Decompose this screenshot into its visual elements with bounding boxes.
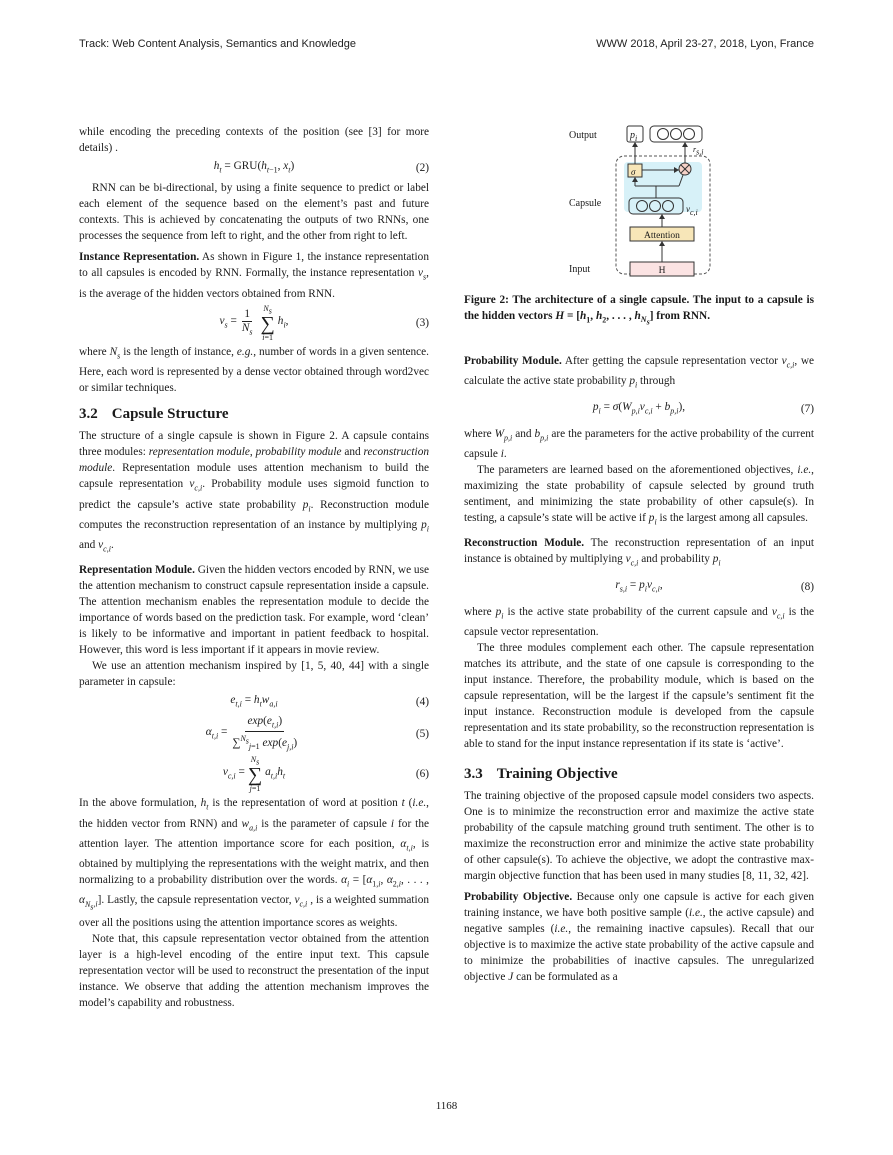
- figure-caption: Figure 2: The architecture of a single capsule. The input to a capsule is the hidden vectors $H = [h_1$, $h_2$, . . . , $h_{N_s}$] from RNN.: [464, 294, 814, 327]
- paragraph: Instance Representation. As shown in Figure 1, the instance representation to all capsules is encoded by RNN. Formally, the instance representation $v_s$, is the average of the hidden vectors obtained from RNN.: [79, 251, 429, 300]
- paragraph: while encoding the preceding contexts of the position (see [3] for more details) .: [79, 126, 429, 154]
- capsule-architecture-figure: [464, 124, 814, 286]
- equation-8: $r_{s,i} = p_iv_{c,i}$, (8): [615, 579, 814, 594]
- paragraph: The structure of a single capsule is shown in Figure 2. A capsule contains three modules: representation module, probability module and reconstruction module. Representation module uses attention mechanism to build the capsule representation $v_{c,i}$. Probability module uses sigmoid function to predict the capsule’s active state probability $p_i$. Reconstruction module computes the reconstruction representation of an instance by multiplying $p_i$ and $v_{c,i}$.: [79, 430, 429, 554]
- paragraph: Representation Module. Given the hidden vectors encoded by RNN, we use the attention mechanism to construct capsule representation inside a capsule. The attention mechanism enables the representation module to decide the importance of words based on the prediction task. For example, word ‘clean’ is likely to be informative and important in patient feedback to hospital. However, this word is less important if it appears in movie review.: [79, 564, 429, 657]
- paragraph: Note that, this capsule representation vector obtained from the attention layer is a high-level encoding of the entire input text. This capsule representation vector will be used to reconstruct the presentation of the input instance. We observe that adding the attention mechanism improves the model’s capability and robustness.: [79, 933, 429, 1010]
- paragraph: where $N_s$ is the length of instance, e.g., number of words in a given sentence. Here, each word is represented by a dense vector obtained through word2vec or similar techniques.: [79, 346, 429, 395]
- representation-module-heading: Representation Module.: [79, 564, 195, 577]
- paragraph: The training objective of the proposed capsule model considers two aspects. One is to minimize the reconstruction error and maximize the active state probability of the capsule matching ground truth sentiment. The other is to maximize the reconstruction error and minimize the active state probability of other capsule(s). To achieve the objective, we adopt the contrastive max-margin objective function that has been used in many studies [8, 11, 32, 42].: [464, 789, 814, 882]
- paragraph: The parameters are learned based on the aforementioned objectives, i.e., maximizing the state probability of capsule selected by ground truth sentiment, and minimizing the state probability of other capsule(s). In testing, a capsule’s state will be active if $p_i$ is the largest among all capsules.: [464, 463, 814, 527]
- paragraph: In the above formulation, $h_t$ is the representation of word at position t (i.e., the hidden vector from RNN) and $w_{a,i}$ is the parameter of capsule i for the attention layer. The attention importance score for each position, $\alpha_{t,i}$, is obtained by multiplying the representations with the weight matrix, and then normalizing to a probability distribution over the words. $\alpha_i = [\alpha_{1,i}$, $\alpha_{2,i}$, . . . , $\alpha_{N_s,i}$]. Lastly, the capsule representation vector, $v_{c,i}$ , is a weighted summation over all the positions using the attention importance scores as weights.: [79, 797, 430, 930]
- equation-4: $e_{t,i} = h_tw_{a,i}$ (4): [230, 694, 429, 709]
- running-header-conference: WWW 2018, April 23-27, 2018, Lyon, France: [596, 38, 814, 50]
- input-label: Input: [569, 264, 591, 275]
- vc-label: $v_{c,i}$: [686, 204, 698, 217]
- sigma-label: σ: [631, 167, 636, 177]
- reconstruction-module-heading: Reconstruction Module.: [464, 537, 585, 550]
- probability-module-heading: Probability Module.: [464, 354, 562, 367]
- paragraph: where $W_{p,i}$ and $b_{p,i}$ are the parameters for the active probability of the current capsule i.: [464, 427, 814, 460]
- paragraph: The three modules complement each other. The capsule representation matches its attribute, and the state of one capsule is corresponding to the input instance. Therefore, the probability module, which is based on the capsule representation, will be the largest if the capsule’s sentiment fit the input instance. Reconstruction module is developed from the capsule representation and its state probability, so the reconstruction representation is able to stand for the input instance representation if its state is ‘active’.: [464, 641, 814, 750]
- paragraph: where $p_i$ is the active state probability of the current capsule and $v_{c,i}$ is the capsule vector representation.: [464, 605, 815, 638]
- paragraph: We use an attention mechanism inspired by [1, 5, 40, 44] with a single parameter in capsule:: [79, 660, 429, 689]
- paragraph: Probability Objective. Because only one capsule is active for each given training instance, we have both positive sample (i.e., the active capsule) and negative samples (i.e., the remaining inactive capsules). Recall that our objective is to maximize the active state probability of the active capsule and to minimize the probabilities of inactive capsules. The unregularized objective J can be formulated as a: [464, 890, 814, 983]
- running-header-track: Track: Web Content Analysis, Semantics and Knowledge: [79, 38, 356, 50]
- rs-label: $r_{s,i}$: [693, 145, 704, 157]
- section-heading-3-2: 3.2 Capsule Structure: [79, 406, 229, 423]
- equation-6: $v_{c,i}$ = $N_s$ ∑ j=1 $a_{t,i}h_t$ (6): [222, 754, 429, 794]
- left-column: [79, 124, 429, 1011]
- capsule-diagram: [464, 124, 814, 286]
- page-number: 1168: [435, 1100, 458, 1112]
- pi-label: $p_i$: [630, 130, 638, 143]
- equation-5: $\alpha_{t,i}$ = $\frac{\exp(e_{t,i})}{\sum^{N_s}_{j=1} \exp(e_{j,i})}$ (5): [205, 714, 429, 751]
- right-column: [464, 124, 814, 985]
- paragraph: Probability Module. After getting the capsule representation vector $v_{c,i}$, we calculate the active state probability $p_i$ through: [464, 354, 815, 390]
- h-label: H: [658, 266, 666, 276]
- equation-7: $p_i = \sigma(W_{p,i}v_{c,i} + b_{p,i})$, (7): [592, 401, 814, 416]
- instance-representation-heading: Instance Representation.: [79, 251, 200, 264]
- paragraph: RNN can be bi-directional, by using a finite sequence to predict or label each element of the sequence based on the element’s past and future contexts. This is achieved by concatenating the outputs of two RNNs, one processes the sequence from left to right, and the other from right to left.: [79, 182, 429, 243]
- paragraph: Reconstruction Module. The reconstruction representation of an input instance is obtained by multiplying $v_{c,i}$ and probability $p_i$: [464, 537, 814, 568]
- equation-3: $v_s$ = $\frac{1}{N_s}$ $N_s$ ∑ i=1 $h_i$, (3): [219, 303, 429, 343]
- section-heading-3-3: 3.3 Training Objective: [464, 765, 618, 782]
- equation-2: $h_t = GRU(h_{t-1}$, $x_t$) (2): [213, 160, 429, 175]
- output-label: Output: [569, 130, 597, 141]
- attention-label: Attention: [644, 231, 680, 241]
- capsule-label: Capsule: [569, 198, 602, 209]
- probability-objective-heading: Probability Objective.: [464, 890, 573, 903]
